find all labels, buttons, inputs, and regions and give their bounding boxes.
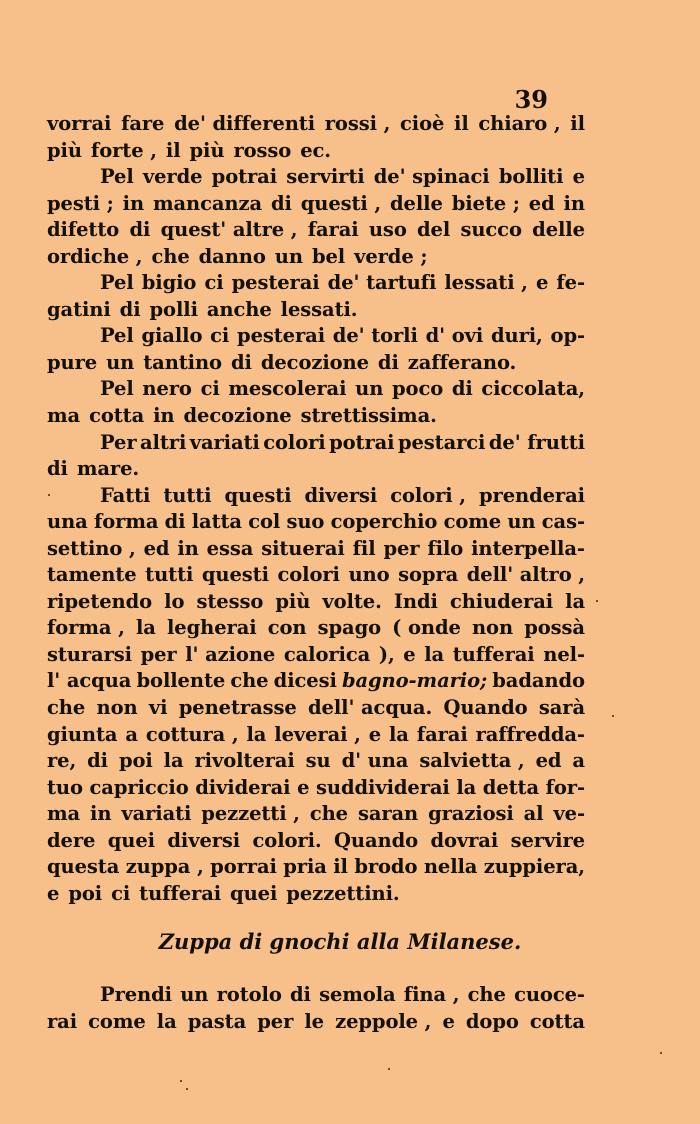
word: per [257, 1009, 294, 1033]
word: che [309, 802, 348, 826]
word: coperchio [330, 510, 438, 534]
word: il [333, 855, 348, 879]
word: ripetendo [47, 589, 153, 613]
word: penetrasse [178, 696, 297, 720]
word: calorica [283, 642, 371, 666]
word: Per [100, 430, 137, 454]
word: Quando [334, 828, 419, 852]
word: porrai [210, 855, 277, 879]
ink-speck [596, 600, 598, 602]
word: tutti [163, 483, 212, 507]
word: la [424, 642, 445, 666]
word: per [140, 642, 177, 666]
word: e [368, 722, 382, 746]
word: mare. [76, 457, 140, 481]
word: che [230, 669, 269, 693]
word: quei [230, 881, 278, 905]
word: ci [200, 377, 220, 401]
word: la [389, 722, 409, 746]
word: fil [352, 536, 376, 560]
page-number: 39 [514, 85, 548, 114]
word: vorrai [47, 112, 112, 135]
word: dere [47, 828, 96, 852]
word: cottura , [145, 722, 239, 746]
word: più [275, 589, 311, 613]
word: salvietta , [419, 749, 525, 773]
text-line [47, 377, 585, 404]
word: capriccio [89, 775, 189, 799]
word: mancanza [152, 191, 263, 215]
word: filo [427, 536, 464, 560]
word: la [565, 589, 585, 613]
word: lessati. [280, 297, 358, 321]
word: pria [283, 855, 327, 879]
word: volte. [322, 589, 382, 613]
word: rivolterai [194, 749, 295, 773]
word: colori. [252, 828, 322, 852]
word: bolliti [498, 165, 564, 189]
word: Pel [100, 377, 134, 401]
word: un [355, 377, 384, 401]
word: non [471, 616, 514, 640]
word: verde ; [354, 244, 428, 268]
word: che [47, 696, 86, 720]
text-line [47, 271, 585, 298]
text-line [47, 404, 585, 431]
word: una [47, 510, 88, 534]
word: de' torli [332, 324, 418, 348]
word: come [443, 510, 502, 534]
text-line [47, 1010, 585, 1037]
word: poi [68, 881, 103, 905]
word: di [119, 297, 141, 321]
word: spago [317, 616, 382, 640]
text-line [47, 192, 585, 219]
word: la [135, 616, 156, 640]
text-line [47, 882, 585, 909]
word: farai [416, 722, 468, 746]
word: sopra [398, 563, 459, 587]
word: pesti ; [47, 191, 114, 215]
word: il [570, 112, 585, 135]
word: rosso [233, 138, 292, 162]
word: fe- [556, 271, 585, 295]
word: situerai [261, 536, 345, 560]
word: forma [93, 510, 159, 534]
text-line [47, 165, 585, 192]
word: d' una [341, 749, 409, 773]
word: di [270, 191, 292, 215]
word: un [106, 350, 135, 374]
word: nel- [543, 642, 585, 666]
word: questi [201, 563, 269, 587]
word: mescolerai [228, 377, 347, 401]
word: for- [545, 775, 585, 799]
word: ordiche , [47, 244, 143, 268]
word: ed [143, 536, 170, 560]
text-line [47, 510, 585, 537]
word: detta [482, 775, 539, 799]
word: l' azione [185, 642, 276, 666]
word: diversi [167, 828, 241, 852]
word: dividerai [195, 775, 291, 799]
word: stesso [196, 589, 264, 613]
word: su [305, 749, 331, 773]
word: Prendi [100, 983, 172, 1006]
word: biete ; [451, 191, 520, 215]
word: questi [224, 483, 292, 507]
word: verde [142, 165, 203, 189]
word: più [189, 138, 225, 162]
word: strettissima. [300, 404, 437, 428]
word: in [122, 191, 145, 215]
word: questi , [300, 191, 382, 215]
word: e [297, 775, 310, 799]
word: Fatti [100, 483, 151, 507]
word: tamente [47, 563, 137, 587]
word: ciccolata, [481, 377, 585, 401]
word: di [129, 218, 151, 242]
word: prenderai [478, 483, 585, 507]
word: poco [392, 377, 444, 401]
word: l' acqua [47, 669, 132, 693]
word: dopo [465, 1009, 519, 1033]
word: e [403, 642, 416, 666]
word: potrai [329, 430, 395, 454]
word: a [572, 749, 585, 773]
word: che [467, 983, 506, 1006]
word: col [248, 510, 281, 534]
word: farai [307, 218, 359, 242]
word: colori [263, 430, 326, 454]
word: al [523, 802, 544, 826]
word: lessati , [444, 271, 528, 295]
word: questa [47, 855, 120, 879]
word: possà [524, 616, 585, 640]
word: servirti [286, 165, 365, 189]
word: pezzetti , [201, 802, 300, 826]
word: bigio [141, 271, 197, 295]
word: cotta [89, 404, 145, 428]
word: pasta [187, 1009, 247, 1033]
word: decozione [183, 404, 292, 428]
word: dicesi [273, 669, 337, 693]
recipe-text-block [47, 112, 585, 908]
word: cotta [529, 1009, 585, 1033]
word: pezzettini. [286, 881, 400, 905]
word: di [164, 510, 186, 534]
word: raffredda- [475, 722, 585, 746]
word: brodo [354, 855, 418, 879]
word: diversi [304, 483, 378, 507]
word: Pel [100, 324, 134, 348]
word: altri [140, 430, 187, 454]
word: rai [47, 1009, 78, 1033]
word: nella [423, 855, 478, 879]
word: delle [390, 191, 443, 215]
word: saran [357, 802, 419, 826]
word: un [507, 510, 536, 534]
word: il [454, 112, 469, 135]
word: colori [277, 563, 340, 587]
word: ma [47, 404, 81, 428]
word: tuo [47, 775, 83, 799]
word: quest' altre , [160, 218, 298, 242]
word: succo [460, 218, 522, 242]
word: leverai , [274, 722, 361, 746]
word: polli [149, 297, 198, 321]
text-line [47, 776, 585, 803]
word: giallo [141, 324, 203, 348]
word: re, [47, 749, 77, 773]
word: tutti [145, 563, 194, 587]
text-line [47, 855, 585, 882]
ink-speck [186, 1088, 188, 1090]
word: che [151, 244, 190, 268]
text-line [47, 829, 585, 856]
word: e [442, 1009, 455, 1033]
text-line [47, 324, 585, 351]
word: cioè [400, 112, 445, 135]
word: poi [118, 749, 153, 773]
word: pestarci [397, 430, 486, 454]
text-line [47, 669, 585, 696]
word: ma [47, 802, 81, 826]
word: decozione [260, 350, 369, 374]
word: variati [189, 430, 260, 454]
word: chiaro , [478, 112, 561, 135]
word: essa [206, 536, 254, 560]
word: op- [550, 324, 585, 348]
word: un [180, 983, 209, 1006]
word: tantino [143, 350, 222, 374]
text-line [47, 537, 585, 564]
word: duri, [490, 324, 543, 348]
text-line [47, 139, 585, 166]
word: ci [111, 881, 131, 905]
word: zafferano. [407, 350, 517, 374]
word: ec. [300, 138, 331, 162]
text-line [47, 245, 585, 272]
word: interpella- [471, 536, 585, 560]
word: ci [204, 271, 224, 295]
word: fina , [403, 983, 460, 1006]
recipe-heading: Zuppa di gnochi alla Milanese. [158, 929, 522, 954]
word: lo [164, 589, 185, 613]
text-line [47, 802, 585, 829]
word: pesterai [237, 324, 325, 348]
word: dovrai [430, 828, 499, 852]
text-line [47, 484, 585, 511]
word: bagno-mario; [341, 669, 488, 693]
word: per [383, 536, 420, 560]
word: badando [492, 669, 585, 693]
word: difetto [47, 218, 120, 242]
word: nero [142, 377, 192, 401]
word: la [456, 775, 477, 799]
word: di [451, 377, 473, 401]
word: ci [210, 324, 230, 348]
word: in [563, 191, 585, 215]
word: di [47, 457, 68, 481]
word: de' differenti [174, 112, 316, 135]
word: sarà [538, 696, 585, 720]
word: Pel [100, 271, 134, 295]
ink-speck [612, 715, 614, 717]
word: in [177, 536, 199, 560]
word: di [87, 749, 108, 773]
word: dell' acqua. [308, 696, 433, 720]
word: legherai [166, 616, 257, 640]
word: uso [368, 218, 407, 242]
word: come [88, 1009, 146, 1033]
word: chiuderai [449, 589, 554, 613]
word: fare [121, 112, 165, 135]
word: forte , [90, 138, 157, 162]
text-line [47, 983, 585, 1010]
word: servire [510, 828, 585, 852]
text-line [47, 643, 585, 670]
word: latta [191, 510, 242, 534]
text-line [47, 749, 585, 776]
text-line [47, 351, 585, 378]
word: ed [528, 191, 555, 215]
word: colori , [390, 483, 466, 507]
word: danno [198, 244, 266, 268]
word: rossi , [324, 112, 391, 135]
text-line [47, 590, 585, 617]
word: dell' altro , [466, 563, 585, 587]
word: semola [319, 983, 396, 1006]
word: pesterai [231, 271, 320, 295]
ink-speck [660, 1052, 662, 1054]
word: de' spinaci [373, 165, 490, 189]
word: cas- [541, 510, 585, 534]
word: cuoce- [514, 983, 585, 1006]
word: con [267, 616, 307, 640]
word: tufferai [452, 642, 535, 666]
word: non [96, 696, 138, 720]
word: delle [532, 218, 585, 242]
text-line [47, 696, 585, 723]
word: variati [121, 802, 192, 826]
word: Pel [100, 165, 134, 189]
word: e [572, 165, 585, 189]
word: d' ovi [425, 324, 484, 348]
word: il [165, 138, 181, 162]
text-line [47, 218, 585, 245]
text-line [47, 431, 585, 458]
word: bollente [136, 669, 226, 693]
word: gatini [47, 297, 111, 321]
word: ed [535, 749, 562, 773]
recipe-text-block-second [47, 983, 585, 1036]
text-line [47, 112, 585, 139]
ink-speck [180, 1080, 182, 1082]
word: pure [47, 350, 98, 374]
word: bel [311, 244, 346, 268]
word: de' frutti [488, 430, 585, 454]
word: Indi [393, 589, 438, 613]
text-line [47, 563, 585, 590]
word: giunta [47, 722, 118, 746]
word: vi [148, 696, 168, 720]
text-line [47, 457, 585, 484]
word: graziosi [428, 802, 514, 826]
word: in [90, 802, 112, 826]
word: settino , [47, 536, 136, 560]
word: Quando [443, 696, 528, 720]
word: quei [107, 828, 155, 852]
word: un [274, 244, 303, 268]
word: anche [206, 297, 272, 321]
word: a [125, 722, 138, 746]
text-line [47, 723, 585, 750]
ink-speck [48, 494, 50, 496]
word: e [535, 271, 549, 295]
word: de' tartufi [327, 271, 437, 295]
word: ve- [553, 802, 585, 826]
word: zuppa , [125, 855, 204, 879]
word: tufferai [139, 881, 222, 905]
word: suddividerai [316, 775, 450, 799]
ink-speck [388, 1068, 390, 1070]
word: più [47, 138, 82, 162]
word: ( onde [392, 616, 461, 640]
word: uno [348, 563, 390, 587]
text-line [47, 298, 585, 325]
word: zeppole , [335, 1009, 432, 1033]
word: suo [286, 510, 325, 534]
word: di [377, 350, 399, 374]
word: la [156, 1009, 177, 1033]
word: rotolo [216, 983, 282, 1006]
word: ), [378, 642, 395, 666]
word: potrai [211, 165, 278, 189]
text-line [47, 616, 585, 643]
word: e [47, 881, 60, 905]
word: le [304, 1009, 324, 1033]
word: la [246, 722, 267, 746]
word: di [289, 983, 311, 1006]
word: del [417, 218, 451, 242]
word: zuppiera, [483, 855, 585, 879]
word: sturarsi [47, 642, 132, 666]
word: forma , [47, 616, 125, 640]
word: in [153, 404, 175, 428]
word: la [163, 749, 184, 773]
word: di [230, 350, 252, 374]
